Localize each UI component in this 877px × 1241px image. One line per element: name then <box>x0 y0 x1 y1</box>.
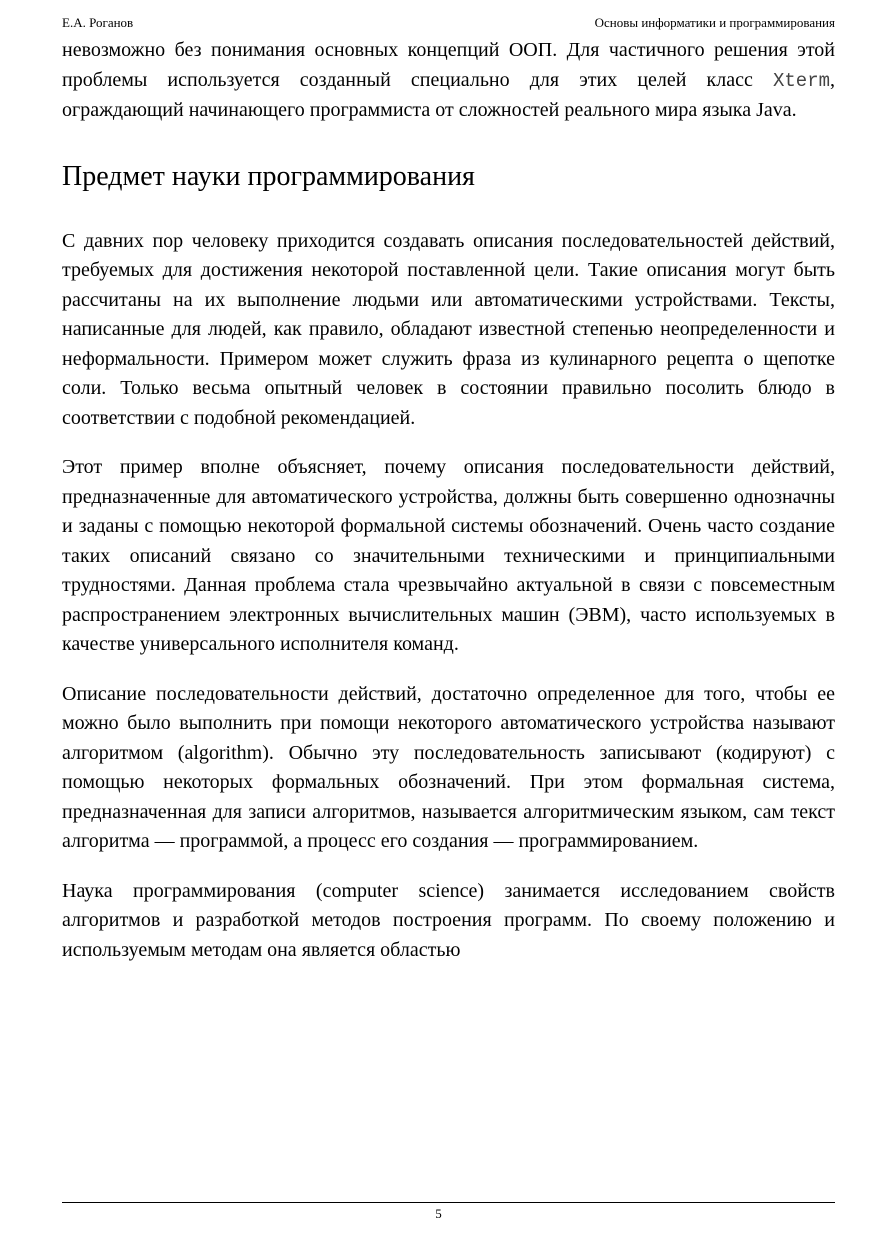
paragraph-3: Описание последовательности действий, достаточно определенное для того, чтобы ее можно было выполнить при помощи некоторого автоматического устройства называют алгоритмом (algorithm). Обычно эту последовательность записывают (кодируют) с помощью некоторых формальных обозначений. При этом формальная система, предназначенная для записи алгоритмов, называется алгоритмическим языком, сам текст алгоритма — программой, а процесс его создания — программированием. <box>62 682 835 852</box>
intro-text-end: , ограждающий начинающего программиста от сложностей реального мира языка Java. <box>62 68 835 121</box>
section-heading: Предмет науки программирования <box>62 160 475 192</box>
intro-text-start: невозможно без понимания основных концепций ООП. Для частичного решения этой проблемы используется созданный специально для этих целей класс <box>62 39 835 91</box>
class-name-code: Xterm <box>772 69 830 92</box>
header-book-title: Основы информатики и программирования <box>594 15 835 30</box>
header-author: Е.А. Роганов <box>62 15 134 30</box>
intro-paragraph <box>62 36 835 126</box>
page-content <box>62 36 835 965</box>
paragraph-1: С давних пор человеку приходится создавать описания последовательностей действий, требуемых для достижения некоторой поставленной цели. Такие описания могут быть рассчитаны на их выполнение людьми или автоматическими устройствами. Тексты, написанные для людей, как правило, обладают известной степенью неопределенности и неформальности. Примером может служить фраза из кулинарного рецепта о щепотке соли. Только весьма опытный человек в состоянии правильно посолить блюдо в соответствии с подобной рекомендацией. <box>62 229 835 429</box>
page-number: 5 <box>435 1206 442 1221</box>
paragraph-2: Этот пример вполне объясняет, почему описания последовательности действий, предназначенные для автоматического устройства, должны быть совершенно однозначны и заданы с помощью некоторой формальной системы обозначений. Очень часто создание таких описаний связано со значительными техническими и принципиальными трудностями. Данная проблема стала чрезвычайно актуальной в связи с повсеместным распространением электронных вычислительных машин (ЭВМ), часто используемых в качестве универсального исполнителя команд. <box>62 456 835 655</box>
running-header <box>62 15 835 31</box>
paragraph-4: Наука программирования (computer science) занимается исследованием свойств алгоритмов и разработкой методов построения программ. По своему положению и используемым методам она является областью <box>62 879 835 961</box>
footer-divider <box>62 1202 835 1203</box>
